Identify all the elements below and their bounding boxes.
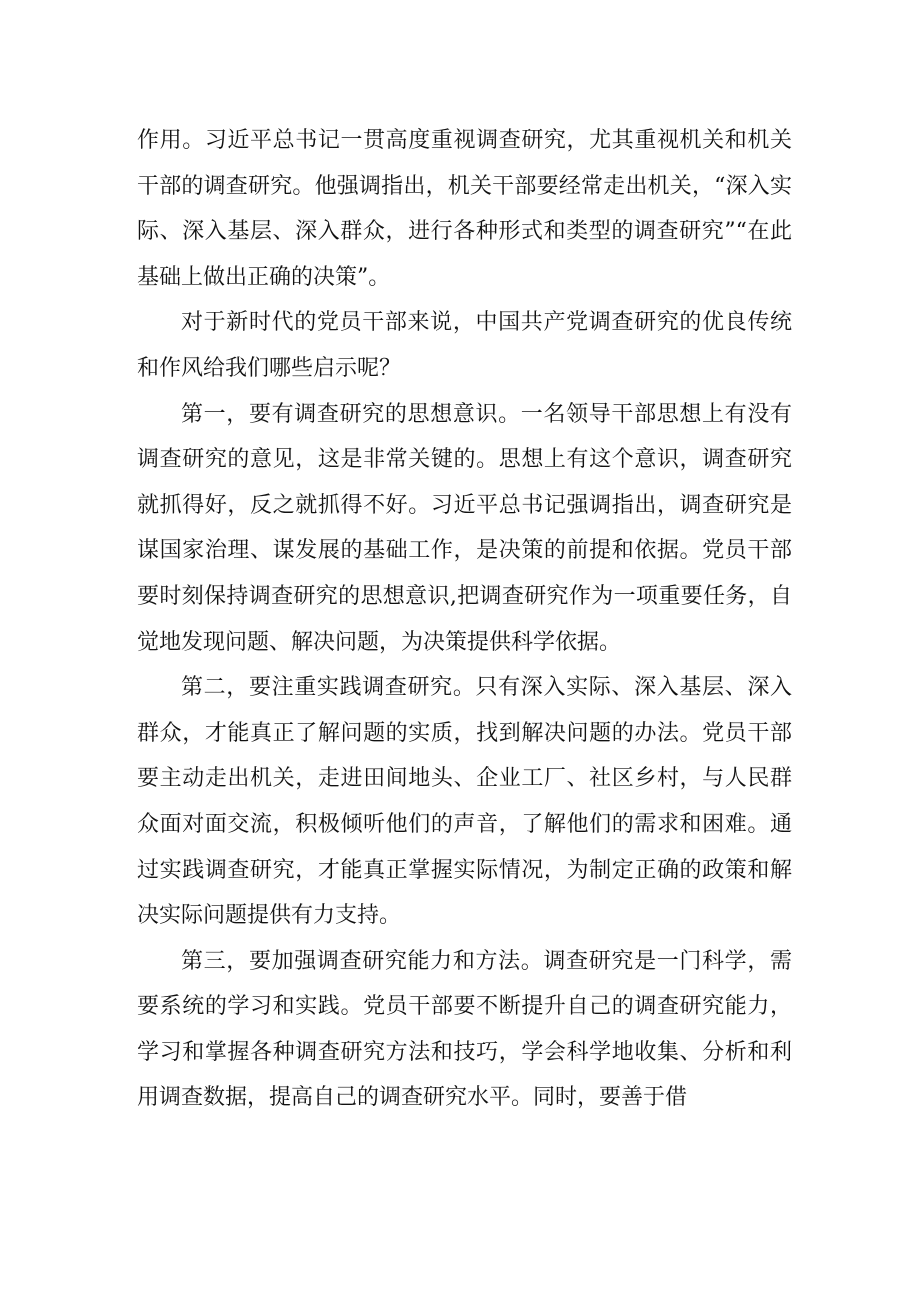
paragraph-second-point: 第二，要注重实践调查研究。只有深入实际、深入基层、深入群众，才能真正了解问题的实质，找到解决问题的办法。党员干部要主动走出机关，走进田间地头、企业工厂、社区乡村，与人民群众面对面交流，积极倾听他们的声音，了解他们的需求和困难。通过实践调查研究，才能真正掌握实际情况，为制定正确的政策和解决实际问题提供有力支持。 [137, 675, 792, 929]
paragraph-question: 对于新时代的党员干部来说，中国共产党调查研究的优良传统和作风给我们哪些启示呢？ [137, 310, 792, 381]
paragraph-third-point: 第三，要加强调查研究能力和方法。调查研究是一门科学，需要系统的学习和实践。党员干部要不断提升自己的调查研究能力，学习和掌握各种调查研究方法和技巧，学会科学地收集、分析和利用调查数据，提高自己的调查研究水平。同时，要善于借 [137, 948, 792, 1111]
document-body [137, 118, 792, 1121]
paragraph-first-point: 第一，要有调查研究的思想意识。一名领导干部思想上有没有调查研究的意见，这是非常关键的。思想上有这个意识，调查研究就抓得好，反之就抓得不好。习近平总书记强调指出，调查研究是谋国家治理、谋发展的基础工作，是决策的前提和依据。党员干部要时刻保持调查研究的思想意识,把调查研究作为一项重要任务，自觉地发现问题、解决问题，为决策提供科学依据。 [137, 401, 792, 655]
paragraph-continuation: 作用。习近平总书记一贯高度重视调查研究，尤其重视机关和机关干部的调查研究。他强调指出，机关干部要经常走出机关，“深入实际、深入基层、深入群众，进行各种形式和类型的调查研究”“在此基础上做出正确的决策”。 [137, 128, 792, 290]
